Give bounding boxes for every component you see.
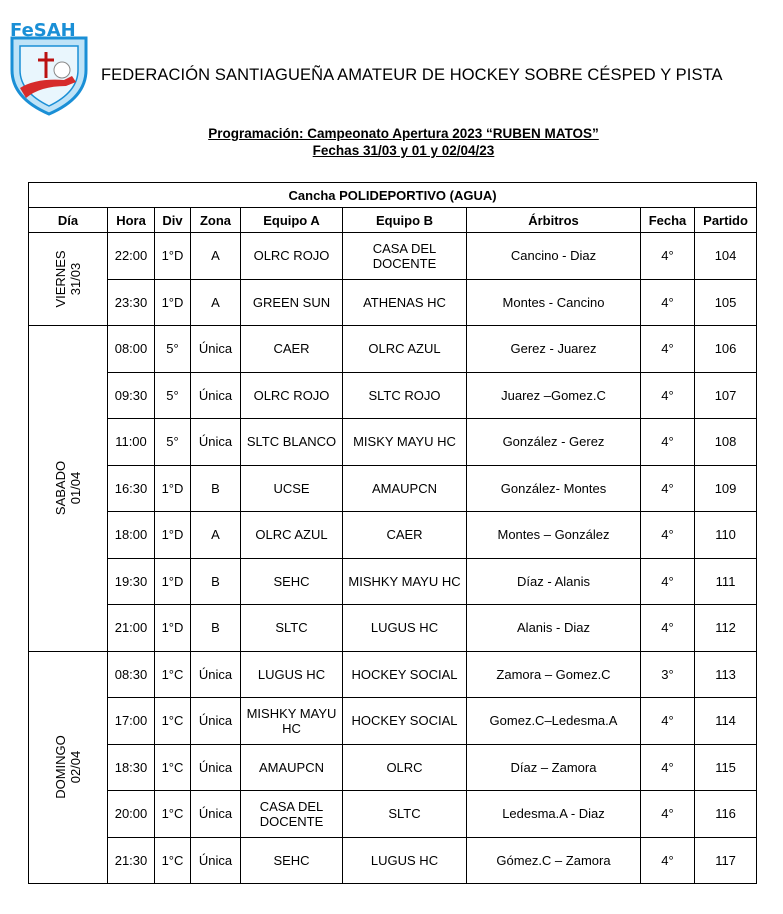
col-equipo-b: Equipo B (343, 208, 467, 233)
cell-equipo-b: SLTC (343, 791, 467, 838)
day-cell (29, 233, 108, 326)
cell-partido: 114 (695, 698, 757, 745)
cell-equipo-a: OLRC AZUL (241, 512, 343, 559)
cell-hora: 08:30 (108, 651, 155, 698)
cancha-heading: Cancha POLIDEPORTIVO (AGUA) (29, 183, 757, 208)
cell-fecha: 4° (641, 326, 695, 373)
cell-equipo-a: UCSE (241, 465, 343, 512)
cell-partido: 112 (695, 605, 757, 652)
cell-arbitros: Montes - Cancino (467, 279, 641, 326)
cell-div: 5° (155, 326, 191, 373)
cell-zona: Única (191, 791, 241, 838)
cell-fecha: 4° (641, 512, 695, 559)
cell-equipo-a: SLTC BLANCO (241, 419, 343, 466)
cell-zona: Única (191, 372, 241, 419)
cell-partido: 116 (695, 791, 757, 838)
cell-zona: Única (191, 326, 241, 373)
day-date: 31/03 (68, 262, 83, 296)
cell-hora: 22:00 (108, 233, 155, 280)
cell-partido: 105 (695, 279, 757, 326)
table-row (29, 279, 757, 326)
cell-equipo-b: MISHKY MAYU HC (343, 558, 467, 605)
cell-fecha: 4° (641, 837, 695, 884)
table-row (29, 558, 757, 605)
cell-arbitros: Gomez.C–Ledesma.A (467, 698, 641, 745)
cell-partido: 117 (695, 837, 757, 884)
day-date: 02/04 (68, 750, 83, 784)
cell-equipo-a: OLRC ROJO (241, 233, 343, 280)
table-row (29, 837, 757, 884)
cell-hora: 20:00 (108, 791, 155, 838)
cell-partido: 108 (695, 419, 757, 466)
cell-equipo-b: OLRC AZUL (343, 326, 467, 373)
cell-partido: 104 (695, 233, 757, 280)
cell-div: 1°D (155, 279, 191, 326)
cell-equipo-b: OLRC (343, 744, 467, 791)
cell-partido: 115 (695, 744, 757, 791)
cell-hora: 21:30 (108, 837, 155, 884)
cell-hora: 23:30 (108, 279, 155, 326)
cell-fecha: 3° (641, 651, 695, 698)
cell-equipo-b: LUGUS HC (343, 605, 467, 652)
cell-fecha: 4° (641, 372, 695, 419)
cell-arbitros: Alanis - Diaz (467, 605, 641, 652)
day-cell (29, 651, 108, 884)
cell-fecha: 4° (641, 605, 695, 652)
cell-hora: 21:00 (108, 605, 155, 652)
table-row (29, 698, 757, 745)
cell-hora: 09:30 (108, 372, 155, 419)
cell-zona: B (191, 605, 241, 652)
cell-equipo-a: LUGUS HC (241, 651, 343, 698)
cell-fecha: 4° (641, 791, 695, 838)
cell-zona: Única (191, 651, 241, 698)
table-row (29, 419, 757, 466)
cell-div: 1°C (155, 698, 191, 745)
cell-partido: 107 (695, 372, 757, 419)
cell-hora: 16:30 (108, 465, 155, 512)
cell-zona: Única (191, 837, 241, 884)
col-dia: Día (29, 208, 108, 233)
header-row (29, 208, 757, 233)
cell-equipo-a: CASA DEL DOCENTE (241, 791, 343, 838)
cell-arbitros: González - Gerez (467, 419, 641, 466)
day-name: DOMINGO (53, 735, 68, 800)
cell-zona: A (191, 233, 241, 280)
cell-equipo-b: HOCKEY SOCIAL (343, 698, 467, 745)
cell-fecha: 4° (641, 744, 695, 791)
cell-hora: 08:00 (108, 326, 155, 373)
cell-arbitros: Juarez –Gomez.C (467, 372, 641, 419)
cell-div: 1°D (155, 233, 191, 280)
cell-equipo-a: OLRC ROJO (241, 372, 343, 419)
cell-equipo-b: HOCKEY SOCIAL (343, 651, 467, 698)
table-row (29, 512, 757, 559)
day-name: SABADO (53, 461, 68, 516)
col-arbitros: Árbitros (467, 208, 641, 233)
cell-arbitros: Díaz - Alanis (467, 558, 641, 605)
cell-equipo-a: SEHC (241, 558, 343, 605)
cell-div: 1°C (155, 837, 191, 884)
cell-arbitros: Gómez.C – Zamora (467, 837, 641, 884)
cell-zona: Única (191, 744, 241, 791)
cell-equipo-b: MISKY MAYU HC (343, 419, 467, 466)
cell-equipo-b: AMAUPCN (343, 465, 467, 512)
col-partido: Partido (695, 208, 757, 233)
cell-arbitros: Gerez - Juarez (467, 326, 641, 373)
cell-partido: 109 (695, 465, 757, 512)
cell-zona: A (191, 279, 241, 326)
fesah-logo (6, 18, 94, 116)
cell-fecha: 4° (641, 698, 695, 745)
cell-equipo-a: SEHC (241, 837, 343, 884)
cell-div: 1°D (155, 512, 191, 559)
cell-fecha: 4° (641, 279, 695, 326)
table-row (29, 326, 757, 373)
cell-partido: 111 (695, 558, 757, 605)
cell-zona: A (191, 512, 241, 559)
cell-fecha: 4° (641, 558, 695, 605)
logo-text: FeSAH (10, 20, 76, 41)
cell-arbitros: Cancino - Diaz (467, 233, 641, 280)
col-equipo-a: Equipo A (241, 208, 343, 233)
cell-div: 1°C (155, 744, 191, 791)
cell-hora: 18:00 (108, 512, 155, 559)
cell-arbitros: Zamora – Gomez.C (467, 651, 641, 698)
fesah-shield-icon (6, 18, 94, 116)
col-fecha: Fecha (641, 208, 695, 233)
cell-equipo-a: SLTC (241, 605, 343, 652)
cell-equipo-a: CAER (241, 326, 343, 373)
table-row (29, 651, 757, 698)
day-cell (29, 326, 108, 652)
table-row (29, 605, 757, 652)
table-row (29, 744, 757, 791)
cell-div: 1°C (155, 651, 191, 698)
table-row (29, 233, 757, 280)
championship-title: Programación: Campeonato Apertura 2023 “RUBEN MATOS” (208, 126, 599, 141)
cell-fecha: 4° (641, 419, 695, 466)
cell-fecha: 4° (641, 465, 695, 512)
col-div: Div (155, 208, 191, 233)
cell-arbitros: Montes – González (467, 512, 641, 559)
schedule-table (28, 182, 757, 884)
cell-div: 1°D (155, 605, 191, 652)
cell-div: 1°D (155, 558, 191, 605)
cell-arbitros: Ledesma.A - Diaz (467, 791, 641, 838)
col-hora: Hora (108, 208, 155, 233)
cell-zona: Única (191, 698, 241, 745)
cell-hora: 17:00 (108, 698, 155, 745)
cell-arbitros: González- Montes (467, 465, 641, 512)
cell-partido: 113 (695, 651, 757, 698)
cell-equipo-a: GREEN SUN (241, 279, 343, 326)
dates-title: Fechas 31/03 y 01 y 02/04/23 (312, 143, 495, 158)
cell-hora: 19:30 (108, 558, 155, 605)
cell-equipo-b: CASA DEL DOCENTE (343, 233, 467, 280)
table-row (29, 791, 757, 838)
cell-zona: B (191, 558, 241, 605)
cell-hora: 18:30 (108, 744, 155, 791)
day-name: VIERNES (53, 250, 68, 308)
cell-div: 5° (155, 372, 191, 419)
cell-hora: 11:00 (108, 419, 155, 466)
cell-arbitros: Díaz – Zamora (467, 744, 641, 791)
cell-equipo-b: CAER (343, 512, 467, 559)
cell-div: 1°C (155, 791, 191, 838)
cell-zona: B (191, 465, 241, 512)
cell-zona: Única (191, 419, 241, 466)
cell-equipo-a: MISHKY MAYU HC (241, 698, 343, 745)
col-zona: Zona (191, 208, 241, 233)
cell-div: 1°D (155, 465, 191, 512)
cell-partido: 106 (695, 326, 757, 373)
table-row (29, 465, 757, 512)
cell-fecha: 4° (641, 233, 695, 280)
cell-equipo-b: LUGUS HC (343, 837, 467, 884)
organization-name: FEDERACIÓN SANTIAGUEÑA AMATEUR DE HOCKEY SOBRE CÉSPED Y PISTA (101, 66, 723, 84)
cell-partido: 110 (695, 512, 757, 559)
table-row (29, 372, 757, 419)
cell-div: 5° (155, 419, 191, 466)
cell-equipo-a: AMAUPCN (241, 744, 343, 791)
cell-equipo-b: SLTC ROJO (343, 372, 467, 419)
day-date: 01/04 (68, 471, 83, 505)
cell-equipo-b: ATHENAS HC (343, 279, 467, 326)
